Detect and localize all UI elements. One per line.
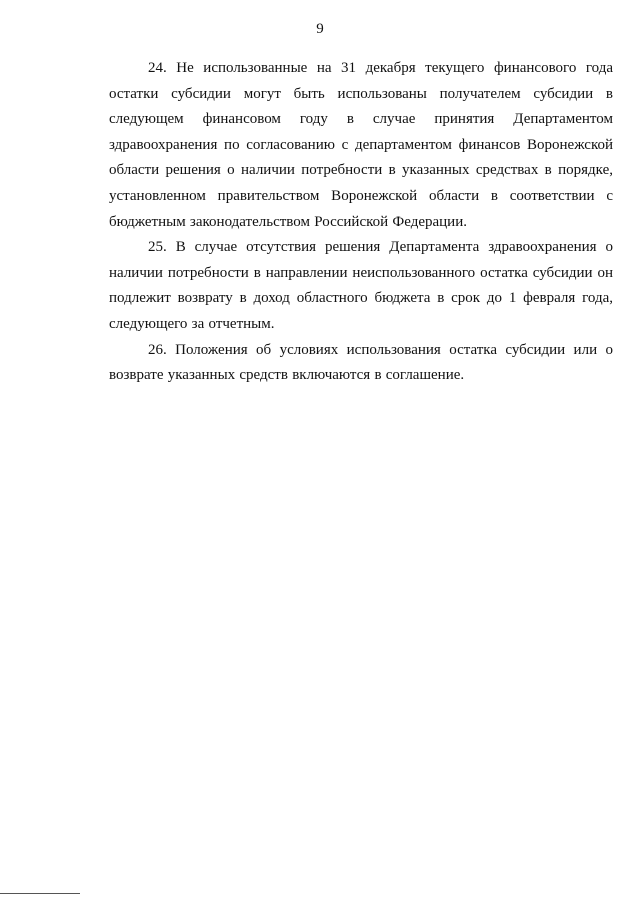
page-number: 9 [316,21,324,37]
document-body [109,56,613,389]
paragraph-24: 24. Не использованные на 31 декабря текущего финансового года остатки субсидии могут быть использованы получателем субсидии в следующем финансовом году в случае принятия Департаментом здравоохранения по согласованию с департаментом финансов Воронежской области решения о наличии потребности в указанных средствах в порядке, установленном правительством Воронежской области в соответствии с бюджетным законодательством Российской Федерации. [109,60,613,230]
paragraph-25: 25. В случае отсутствия решения Департамента здравоохранения о наличии потребности в направлении неиспользованного остатка субсидии он подлежит возврату в доход областного бюджета в срок до 1 февраля года, следующего за отчетным. [109,239,613,332]
footer-rule [0,893,80,894]
paragraph-26: 26. Положения об условиях использования остатка субсидии или о возврате указанных средств включаются в соглашение. [109,341,613,384]
